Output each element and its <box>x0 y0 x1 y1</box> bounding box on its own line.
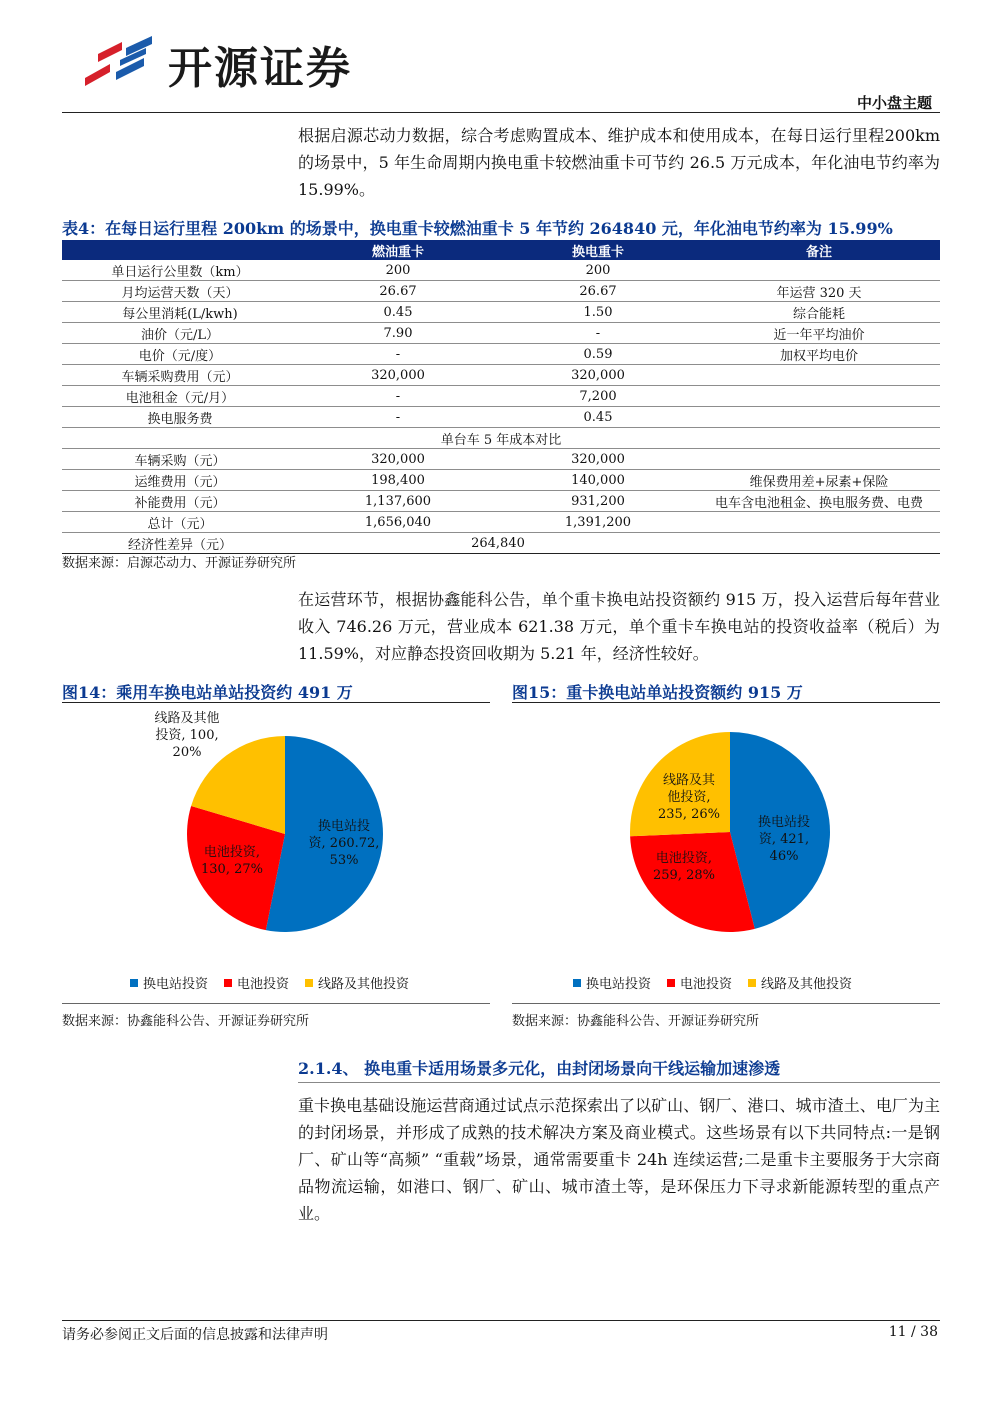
footer-disclaimer: 请务必参阅正文后面的信息披露和法律声明 <box>62 1327 328 1343</box>
table-cell: 320,000 <box>298 365 498 386</box>
table-row <box>62 365 940 386</box>
header-rule <box>62 112 940 113</box>
table-cell: 7.90 <box>298 323 498 344</box>
table-cell <box>698 260 940 281</box>
table-cell: - <box>498 323 698 344</box>
section-tag: 中小盘主题 <box>856 94 932 112</box>
table-source: 数据来源：启源芯动力、开源证券研究所 <box>62 556 297 571</box>
table-cell: 近一年平均油价 <box>698 323 940 344</box>
table-row <box>62 386 940 407</box>
table-cell: 综合能耗 <box>698 302 940 323</box>
table-cell: 1,391,200 <box>498 512 698 533</box>
header-cell: 备注 <box>698 240 940 260</box>
table-cell: 电池租金（元/月） <box>62 386 298 407</box>
table-cell: 车辆采购（元） <box>62 449 298 470</box>
table-title: 表4：在每日运行里程 200km 的场景中，换电重卡较燃油重卡 5 年节约 264840 元，年化油电节约率为 15.99% <box>62 219 893 238</box>
section-paragraph: 重卡换电基础设施运营商通过试点示范探索出了以矿山、钢厂、港口、城市渣土、电厂为主的封闭场景，并形成了成熟的技术解决方案及商业模式。这些场景有以下共同特点:一是钢厂、矿山等“高频” “重载”场景，通常需要重卡 24h 连续运营;二是重卡主要服务于大宗商品物流运输，如港口、钢厂、矿山、城市渣土等，是环保压力下寻求新能源转型的重点产业。 <box>298 1096 940 1223</box>
table-cell: 1,137,600 <box>298 491 498 512</box>
table-cell: 补能费用（元） <box>62 491 298 512</box>
legend-swatch <box>305 979 313 987</box>
table-row <box>62 512 940 533</box>
figure14-title: 图14：乘用车换电站单站投资约 491 万 <box>62 683 353 702</box>
figure15-legend <box>573 973 852 992</box>
table-cell: 264,840 <box>298 533 698 554</box>
legend-label: 电池投资 <box>680 977 733 992</box>
table-cell: 0.45 <box>298 302 498 323</box>
table-cell: 月均运营天数（天） <box>62 281 298 302</box>
operation-paragraph: 在运营环节，根据协鑫能科公告，单个重卡换电站投资额约 915 万，投入运营后每年营业收入 746.26 万元，营业成本 621.38 万元，单个重卡车换电站的投资收益率（税后）为 11.59%，对应静态投资回收期为 5.21 年，经济性较好。 <box>298 590 940 663</box>
section-heading: 2.1.4、 换电重卡适用场景多元化，由封闭场景向干线运输加速渗透 <box>298 1059 781 1078</box>
table-cell: 电车含电池租金、换电服务费、电费 <box>698 491 940 512</box>
table-cell: 7,200 <box>498 386 698 407</box>
cost-comparison-table <box>62 240 940 554</box>
legend-swatch <box>224 979 232 987</box>
footer-rule <box>62 1320 940 1321</box>
table-cell: 单日运行公里数（km） <box>62 260 298 281</box>
table-cell: 总计（元） <box>62 512 298 533</box>
table-cell: 140,000 <box>498 470 698 491</box>
table-cell: 198,400 <box>298 470 498 491</box>
intro-paragraph: 根据启源芯动力数据，综合考虑购置成本、维护成本和使用成本，在每日运行里程200km 的场景中，5 年生命周期内换电重卡较燃油重卡可节约 26.5 万元成本，年化油电节约率为 15.99%。 <box>298 126 940 199</box>
table-cell <box>698 533 940 554</box>
table-cell: 320,000 <box>498 449 698 470</box>
figure15-bottom-rule <box>512 1003 940 1004</box>
table-cell: - <box>298 386 498 407</box>
table-cell: 换电服务费 <box>62 407 298 428</box>
header-cell: 换电重卡 <box>498 240 698 260</box>
table-cell <box>698 386 940 407</box>
pie-data-label: 换电站投资, 260.72, 53% <box>308 819 380 868</box>
table-row <box>62 323 940 344</box>
legend-label: 换电站投资 <box>143 977 209 992</box>
legend-item <box>667 973 732 992</box>
logo-text: 开源证券 <box>168 43 352 94</box>
table-cell: 电价（元/度） <box>62 344 298 365</box>
legend-item <box>305 973 409 992</box>
table-row <box>62 533 940 554</box>
table-cell: 年运营 320 天 <box>698 281 940 302</box>
legend-item <box>130 973 208 992</box>
legend-label: 电池投资 <box>237 977 290 992</box>
table-cell: 931,200 <box>498 491 698 512</box>
figure15-pie-chart <box>512 706 940 968</box>
header-cell <box>62 240 298 260</box>
legend-label: 线路及其他投资 <box>761 977 853 992</box>
table-cell: 0.45 <box>498 407 698 428</box>
table-cell: 每公里消耗(L/kwh) <box>62 302 298 323</box>
table-row <box>62 302 940 323</box>
legend-swatch <box>573 979 581 987</box>
table-cell: 油价（元/L） <box>62 323 298 344</box>
figure14-source: 数据来源：协鑫能科公告、开源证券研究所 <box>62 1014 310 1029</box>
pie-data-label: 线路及其他投资, 235, 26% <box>658 773 720 822</box>
logo-mark <box>85 36 152 86</box>
pie-data-label: 电池投资, 130, 27% <box>201 845 263 877</box>
figure15-title: 图15：重卡换电站单站投资额约 915 万 <box>512 683 803 702</box>
table-cell: 运维费用（元） <box>62 470 298 491</box>
table-cell: 1,656,040 <box>298 512 498 533</box>
table-row <box>62 449 940 470</box>
table-cell: 200 <box>298 260 498 281</box>
legend-label: 线路及其他投资 <box>318 977 410 992</box>
table-cell <box>698 365 940 386</box>
table-row <box>62 470 940 491</box>
table-cell: 1.50 <box>498 302 698 323</box>
table-cell: 车辆采购费用（元） <box>62 365 298 386</box>
figure14-pie-chart <box>62 706 490 968</box>
table-cell: 维保费用差+尿素+保险 <box>698 470 940 491</box>
table-cell <box>698 407 940 428</box>
table-cell <box>698 512 940 533</box>
table-cell: 320,000 <box>298 449 498 470</box>
figure14-rule <box>62 702 490 703</box>
legend-label: 换电站投资 <box>586 977 652 992</box>
header-cell: 燃油重卡 <box>298 240 498 260</box>
pie-data-label: 换电站投资, 421, 46% <box>757 815 811 864</box>
pie-data-label: 线路及其他投资, 100, 20% <box>154 711 220 760</box>
table-cell: 320,000 <box>498 365 698 386</box>
pie-data-label: 电池投资, 259, 28% <box>653 851 715 883</box>
table-header-row <box>62 240 940 260</box>
table-cell: 0.59 <box>498 344 698 365</box>
table-row <box>62 344 940 365</box>
figure14-legend <box>130 973 409 992</box>
legend-item <box>573 973 651 992</box>
figure14-bottom-rule <box>62 1003 490 1004</box>
legend-swatch <box>667 979 675 987</box>
table-cell: - <box>298 344 498 365</box>
figure15-rule <box>512 702 940 703</box>
table-cell: 加权平均电价 <box>698 344 940 365</box>
table-row <box>62 491 940 512</box>
table-row <box>62 407 940 428</box>
figure15-source: 数据来源：协鑫能科公告、开源证券研究所 <box>512 1014 760 1029</box>
legend-item <box>224 973 289 992</box>
section-rule <box>298 1082 940 1083</box>
table-cell: 26.67 <box>498 281 698 302</box>
table-cell: - <box>298 407 498 428</box>
table-row <box>62 281 940 302</box>
table-row <box>62 260 940 281</box>
subheader-cell: 单台车 5 年成本对比 <box>62 428 940 449</box>
legend-swatch <box>130 979 138 987</box>
table-cell: 26.67 <box>298 281 498 302</box>
table-cell: 200 <box>498 260 698 281</box>
legend-item <box>748 973 852 992</box>
table-cell <box>698 449 940 470</box>
legend-swatch <box>748 979 756 987</box>
page-number: 11 / 38 <box>888 1324 938 1340</box>
table-subheader-row <box>62 428 940 449</box>
table-cell: 经济性差异（元） <box>62 533 298 554</box>
